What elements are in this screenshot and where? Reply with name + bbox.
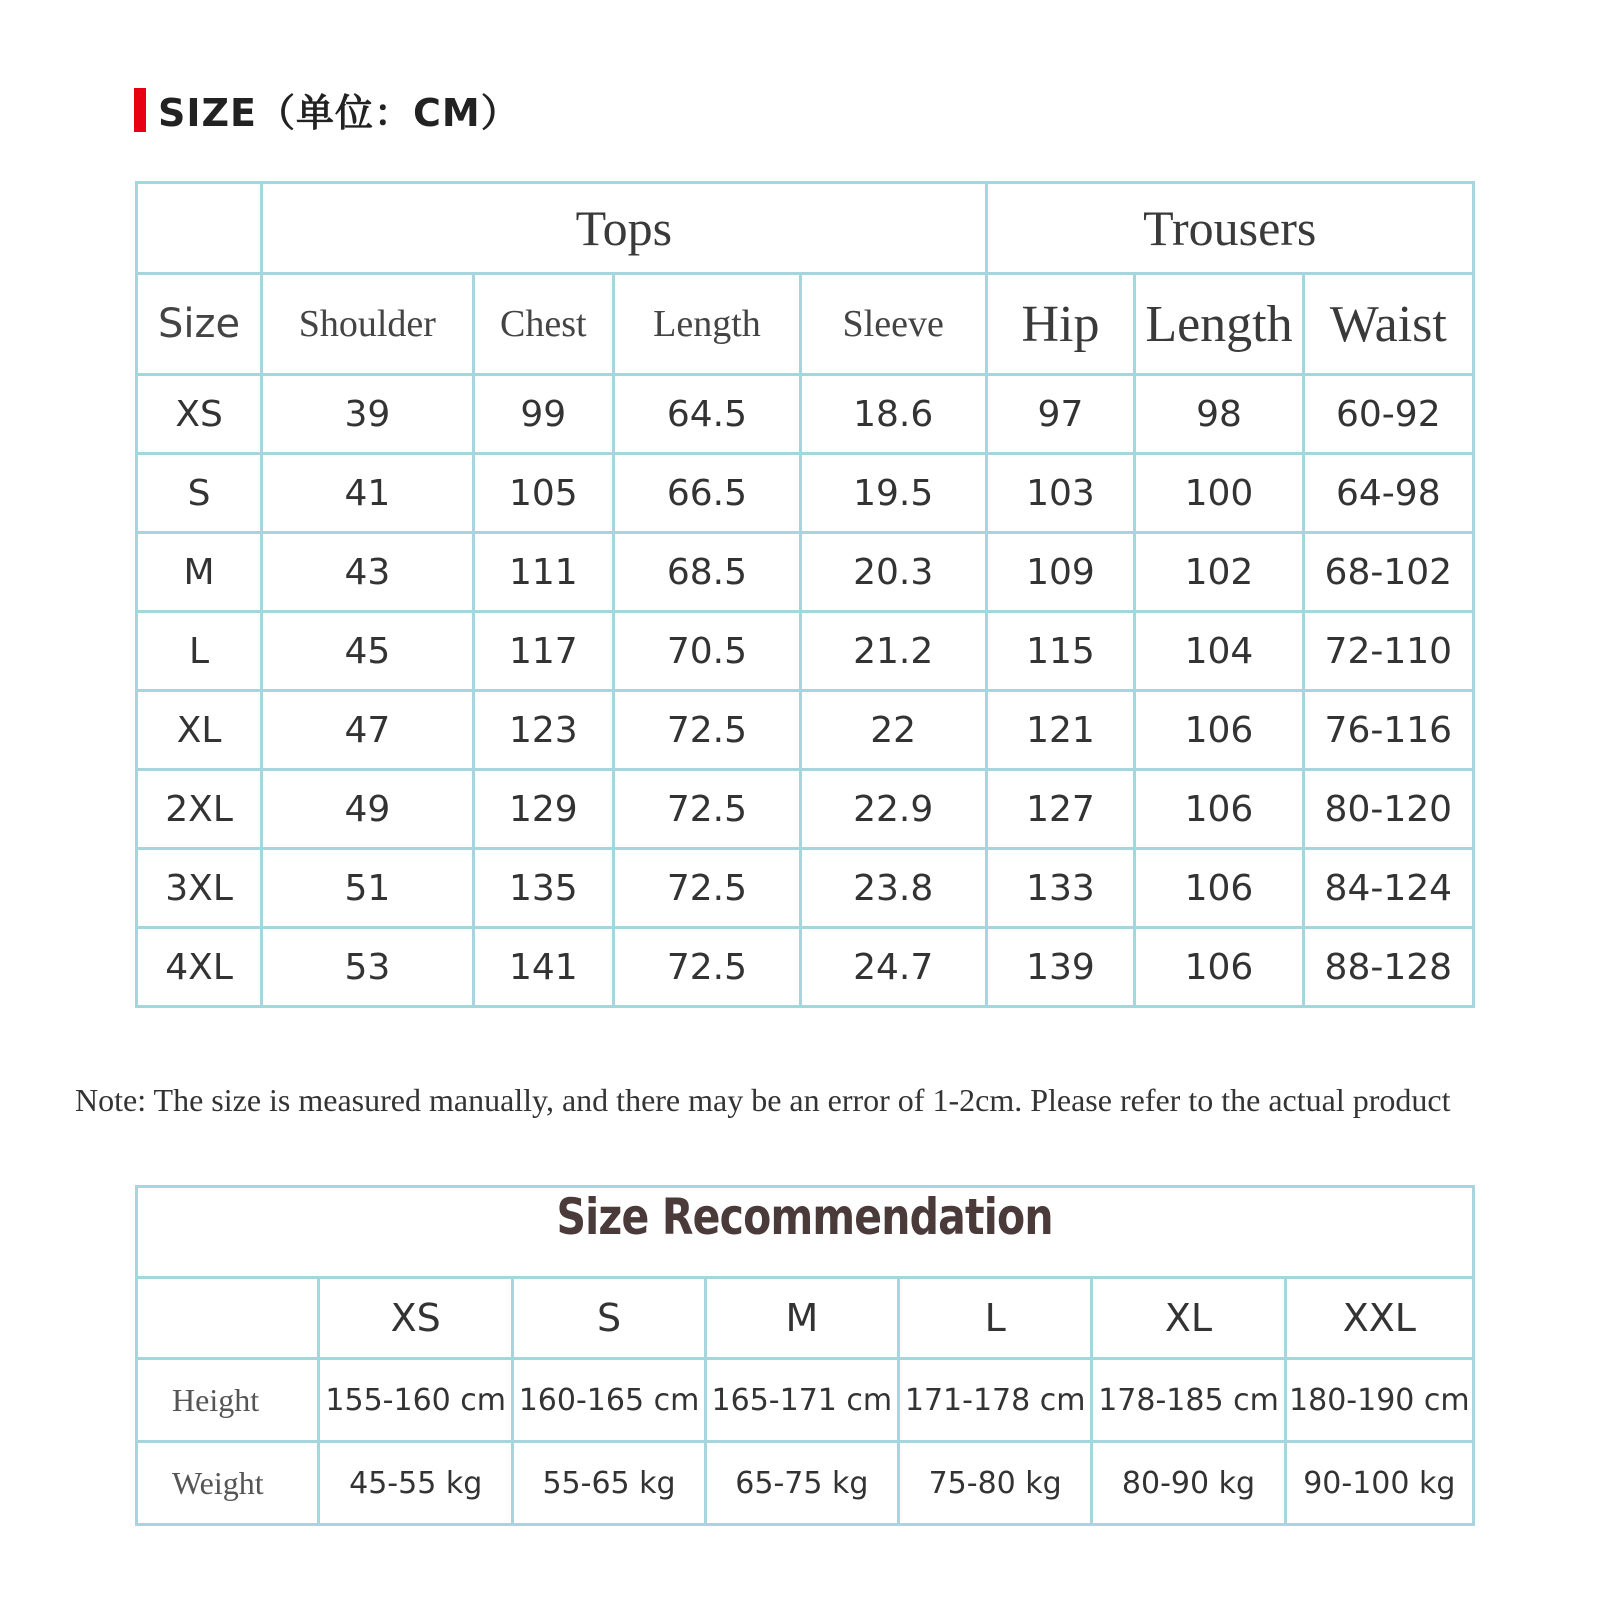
column-header-hip: Hip (986, 274, 1135, 375)
group-header-trousers: Trousers (986, 183, 1473, 274)
table-cell: 115 (986, 612, 1135, 691)
table-row (137, 691, 1474, 770)
table-cell: 51 (262, 849, 473, 928)
table-cell: 66.5 (614, 454, 801, 533)
table-cell: 72-110 (1303, 612, 1473, 691)
table-row (137, 454, 1474, 533)
recommendation-size-header: XL (1092, 1278, 1285, 1359)
table-cell: 18.6 (800, 375, 986, 454)
recommendation-size-row (137, 1278, 1474, 1359)
table-cell: 129 (473, 770, 614, 849)
recommendation-size-header: XS (319, 1278, 513, 1359)
table-cell: 20.3 (800, 533, 986, 612)
table-cell: 104 (1135, 612, 1303, 691)
table-cell: 68.5 (614, 533, 801, 612)
table-cell: 106 (1135, 691, 1303, 770)
height-value-cell: 180-190 cm (1285, 1359, 1473, 1442)
size-label-cell: XS (137, 375, 262, 454)
column-header-trousers-length: Length (1135, 274, 1303, 375)
weight-label: Weight (137, 1442, 319, 1525)
table-cell: 106 (1135, 770, 1303, 849)
recommendation-size-header: L (899, 1278, 1092, 1359)
table-row (137, 928, 1474, 1007)
table-cell: 111 (473, 533, 614, 612)
table-cell: 60-92 (1303, 375, 1473, 454)
table-row (137, 849, 1474, 928)
height-value-cell: 165-171 cm (705, 1359, 898, 1442)
weight-value-cell: 45-55 kg (319, 1442, 513, 1525)
table-row (137, 770, 1474, 849)
table-cell: 64-98 (1303, 454, 1473, 533)
table-cell: 72.5 (614, 770, 801, 849)
table-cell: 53 (262, 928, 473, 1007)
table-cell: 123 (473, 691, 614, 770)
height-value-cell: 155-160 cm (319, 1359, 513, 1442)
title-accent-bar (134, 88, 146, 132)
table-cell: 22 (800, 691, 986, 770)
table-cell: 141 (473, 928, 614, 1007)
table-cell: 41 (262, 454, 473, 533)
table-cell: 68-102 (1303, 533, 1473, 612)
table-cell: 80-120 (1303, 770, 1473, 849)
table-cell: 72.5 (614, 849, 801, 928)
group-header-empty (137, 183, 262, 274)
column-header-sleeve: Sleeve (800, 274, 986, 375)
table-cell: 105 (473, 454, 614, 533)
table-row (137, 375, 1474, 454)
height-label: Height (137, 1359, 319, 1442)
table-cell: 70.5 (614, 612, 801, 691)
column-header-shoulder: Shoulder (262, 274, 473, 375)
page-title: SIZE（单位：CM） (158, 91, 520, 135)
weight-value-cell: 80-90 kg (1092, 1442, 1285, 1525)
column-header-waist: Waist (1303, 274, 1473, 375)
table-cell: 19.5 (800, 454, 986, 533)
table-cell: 133 (986, 849, 1135, 928)
table-cell: 24.7 (800, 928, 986, 1007)
table-cell: 49 (262, 770, 473, 849)
column-header-tops-length: Length (614, 274, 801, 375)
height-value-cell: 178-185 cm (1092, 1359, 1285, 1442)
measurement-note: Note: The size is measured manually, and there may be an error of 1-2cm. Please refer to the actual product (75, 1082, 1451, 1118)
table-cell: 47 (262, 691, 473, 770)
weight-value-cell: 90-100 kg (1285, 1442, 1473, 1525)
table-cell: 100 (1135, 454, 1303, 533)
size-table-column-header-row (137, 274, 1474, 375)
column-header-size: Size (137, 274, 262, 375)
table-cell: 127 (986, 770, 1135, 849)
page-title-bar (134, 82, 520, 137)
table-cell: 109 (986, 533, 1135, 612)
table-cell: 72.5 (614, 928, 801, 1007)
table-cell: 22.9 (800, 770, 986, 849)
table-cell: 103 (986, 454, 1135, 533)
size-table-group-row (137, 183, 1474, 274)
size-chart-table (135, 181, 1475, 1008)
height-value-cell: 160-165 cm (513, 1359, 705, 1442)
recommendation-weight-row (137, 1442, 1474, 1525)
table-cell: 84-124 (1303, 849, 1473, 928)
table-cell: 64.5 (614, 375, 801, 454)
recommendation-size-header: S (513, 1278, 705, 1359)
size-label-cell: XL (137, 691, 262, 770)
weight-value-cell: 65-75 kg (705, 1442, 898, 1525)
table-cell: 72.5 (614, 691, 801, 770)
table-cell: 21.2 (800, 612, 986, 691)
table-cell: 99 (473, 375, 614, 454)
table-cell: 88-128 (1303, 928, 1473, 1007)
recommendation-title: Size Recommendation (556, 1188, 1054, 1246)
recommendation-size-header: XXL (1285, 1278, 1473, 1359)
table-row (137, 612, 1474, 691)
size-label-cell: S (137, 454, 262, 533)
table-cell: 43 (262, 533, 473, 612)
size-label-cell: 4XL (137, 928, 262, 1007)
table-cell: 97 (986, 375, 1135, 454)
size-recommendation-table (135, 1185, 1475, 1526)
table-cell: 76-116 (1303, 691, 1473, 770)
table-cell: 121 (986, 691, 1135, 770)
recommendation-size-corner (137, 1278, 319, 1359)
column-header-chest: Chest (473, 274, 614, 375)
table-cell: 106 (1135, 928, 1303, 1007)
table-cell: 23.8 (800, 849, 986, 928)
table-cell: 106 (1135, 849, 1303, 928)
table-cell: 139 (986, 928, 1135, 1007)
recommendation-size-header: M (705, 1278, 898, 1359)
table-cell: 45 (262, 612, 473, 691)
group-header-tops: Tops (262, 183, 986, 274)
recommendation-title-row (137, 1187, 1474, 1278)
table-row (137, 533, 1474, 612)
table-cell: 39 (262, 375, 473, 454)
table-cell: 135 (473, 849, 614, 928)
height-value-cell: 171-178 cm (899, 1359, 1092, 1442)
recommendation-height-row (137, 1359, 1474, 1442)
size-label-cell: 3XL (137, 849, 262, 928)
weight-value-cell: 75-80 kg (899, 1442, 1092, 1525)
size-label-cell: 2XL (137, 770, 262, 849)
size-label-cell: L (137, 612, 262, 691)
recommendation-title-cell (137, 1187, 1474, 1278)
table-cell: 98 (1135, 375, 1303, 454)
weight-value-cell: 55-65 kg (513, 1442, 705, 1525)
table-cell: 102 (1135, 533, 1303, 612)
size-label-cell: M (137, 533, 262, 612)
table-cell: 117 (473, 612, 614, 691)
